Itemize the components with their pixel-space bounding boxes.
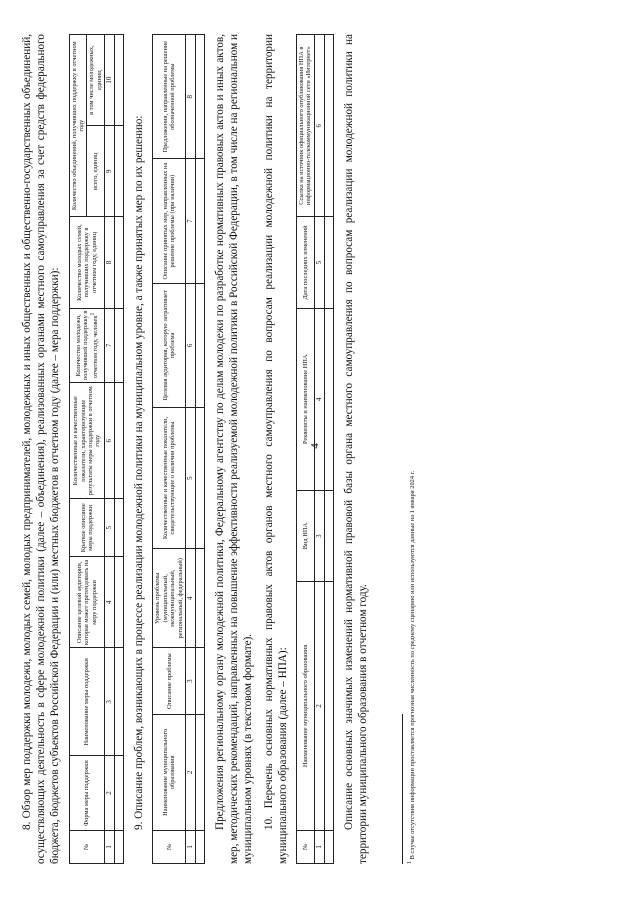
col-num: 1	[314, 830, 324, 863]
problems-table	[152, 34, 205, 864]
document-body	[20, 34, 417, 864]
header-form: Форма меры поддержки	[69, 756, 105, 831]
header-date: Дата последних изменений	[297, 217, 315, 308]
col-num: 2	[314, 582, 324, 831]
col-num: 4	[105, 557, 115, 648]
header-num: №	[297, 830, 315, 863]
col-num: 3	[186, 648, 196, 714]
header-num: №	[69, 830, 105, 863]
header-type: Вид НПА	[297, 490, 315, 581]
header-audience: Описание целевой аудитории, которая может претендовать на меру поддержки	[69, 557, 105, 648]
empty-row	[115, 35, 124, 864]
col-num: 8	[186, 35, 196, 159]
header-municipality: Наименование муниципального образования	[153, 714, 186, 830]
column-number-row	[314, 35, 324, 864]
col-num: 5	[314, 217, 324, 308]
col-num: 2	[186, 714, 196, 830]
header-audience: Целевая аудитория, которую затрагивает проблема	[153, 283, 186, 407]
col-num: 6	[314, 35, 324, 217]
header-assoc-total: всего, единиц	[87, 126, 105, 217]
col-num: 4	[314, 308, 324, 490]
col-num: 5	[186, 408, 196, 549]
support-measures-table	[69, 34, 125, 864]
header-details: Реквизиты и наименование НПА	[297, 308, 315, 490]
header-num: №	[153, 830, 186, 863]
header-youth-count: Количество молодежи, получившей поддержку в отчетном году, человек1	[69, 308, 105, 383]
header-level: Уровень проблемы (муниципальный, межмуниципальный, региональный, федеральный)	[153, 549, 186, 648]
col-num: 1	[105, 830, 115, 863]
footnote-text: В случае отсутствия информации проставляется прогнозная численность по среднему сценарию или используются данные на 1 января 2024 г.	[409, 470, 417, 860]
col-num: 2	[105, 756, 115, 831]
header-families-count: Количество молодых семей, получивших поддержку в отчетном году, единиц	[69, 217, 105, 308]
header-municipality: Наименование муниципального образования	[297, 582, 315, 831]
col-num: 8	[105, 217, 115, 308]
col-num: 3	[314, 490, 324, 581]
header-link: Ссылка на источник официального опубликования НПА в информационно-телекоммуникационной сети «Интернет»	[297, 35, 315, 217]
proposals-text: Предложения региональному органу молодежной политики, Федеральному агентству по делам молодежи по разработке нормативных правовых актов и иных актов, мер, методических рекомендаций, направленных на повышение эффективности реализуемой молодежной политики в Российской Федерации, в том числе на региональном и муниципальном уровнях (в текстовом формате).	[214, 34, 255, 864]
col-num: 4	[186, 549, 196, 648]
col-num: 6	[186, 283, 196, 407]
footnote-divider	[402, 714, 403, 864]
page-number: 4	[308, 443, 321, 449]
npa-changes-text: Описание основных значимых изменений нормативной правовой базы органа местного самоуправления по вопросам реализации молодежной политики на территории муниципального образования в отчетном году.	[342, 34, 370, 864]
header-associations: Количество объединений, получивших поддержку в отчетном году	[69, 35, 87, 217]
section-9-text: 9. Описание проблем, возникающих в процессе реализации молодежной политики на муниципальном уровне, а также принятых мер по их решению:	[133, 115, 146, 830]
col-num: 10	[105, 35, 115, 126]
empty-row	[196, 35, 205, 864]
header-proposals: Предложения, направленные на решение обозначенной проблемы	[153, 35, 186, 159]
footnote	[406, 34, 417, 864]
footnote-mark: 1	[407, 861, 414, 864]
header-indicators: Количественные и качественные показатели, характеризующие результаты меры поддержки в отчетном году	[69, 383, 105, 499]
col-num: 6	[105, 383, 115, 499]
col-num: 5	[105, 499, 115, 557]
col-num: 7	[105, 308, 115, 383]
col-num: 3	[105, 648, 115, 756]
section-8-text: 8. Обзор мер поддержки молодежи, молодых семей, молодых предпринимателей, молодежных и иных общественных и общественно-государственных объединений, осуществляющих деятельность в сфере молодежной политики (далее – объединения), реализованных органами местного самоуправления за счет средств федерального бюджета, бюджетов субъектов Российской Федерации и (или) местных бюджетов в отчетном году (далее – мера поддержки):	[21, 34, 62, 864]
col-num: 9	[105, 126, 115, 217]
column-number-row	[186, 35, 196, 864]
header-brief: Краткое описание меры поддержки	[69, 499, 105, 557]
header-name: Наименование меры поддержки	[69, 648, 105, 756]
header-indicators: Количественные и качественные показатели, свидетельствующие о наличии проблемы	[153, 408, 186, 549]
empty-row	[324, 35, 333, 864]
header-assoc-youth: в том числе молодежных, единиц	[87, 35, 105, 126]
section-10-text: 10. Перечень основных нормативных правовых актов органов местного самоуправления по вопросам реализации молодежной политики на территории муниципального образования (далее – НПА):	[262, 34, 289, 864]
col-num: 7	[186, 159, 196, 283]
col-num: 1	[186, 830, 196, 863]
npa-table	[296, 34, 334, 864]
header-problem: Описание проблемы	[153, 648, 186, 714]
header-measures: Описание принятых мер, направленных на решение проблемы (при наличии)	[153, 159, 186, 283]
column-number-row	[105, 35, 115, 864]
